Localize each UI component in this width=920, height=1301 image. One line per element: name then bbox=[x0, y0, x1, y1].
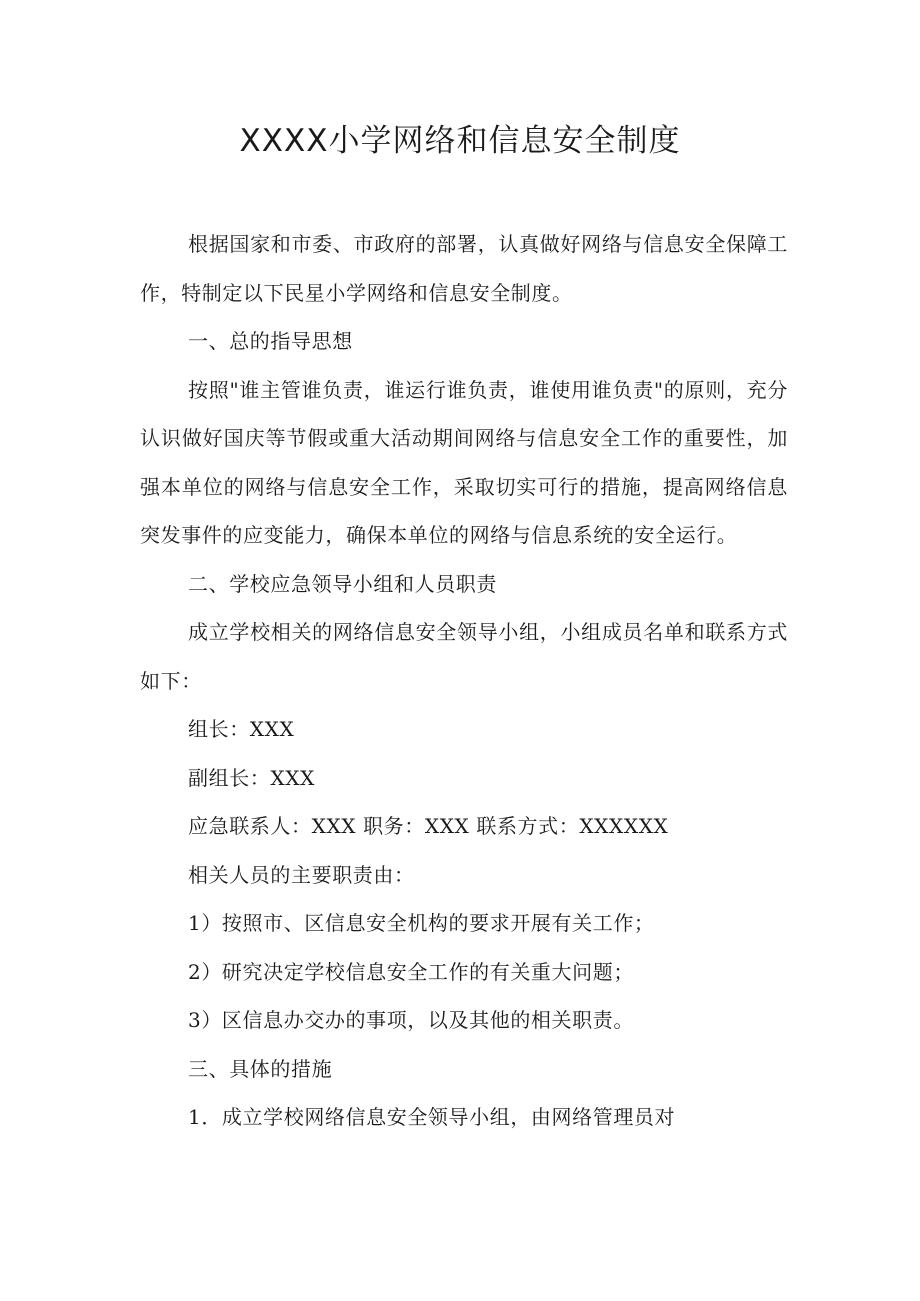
section-3-item-1: 1．成立学校网络信息安全领导小组，由网络管理员对 bbox=[188, 1105, 676, 1129]
section-2-heading: 二、学校应急领导小组和人员职责 bbox=[188, 571, 497, 596]
duties-intro: 相关人员的主要职责由： bbox=[188, 862, 415, 887]
duty-item: 1）按照市、区信息安全机构的要求开展有关工作； bbox=[188, 911, 655, 935]
deputy-leader-line: 副组长：XXX bbox=[188, 765, 315, 790]
document-body bbox=[140, 220, 788, 1142]
document-title: XXXX小学网络和信息安全制度 bbox=[239, 123, 681, 159]
intro-paragraph: 根据国家和市委、市政府的部署，认真做好网络与信息安全保障工作，特制定以下民星小学网络和信息安全制度。 bbox=[140, 232, 788, 305]
duty-item: 2）研究决定学校信息安全工作的有关重大问题； bbox=[188, 959, 634, 984]
emergency-contact-line: 应急联系人：XXX 职务：XXX 联系方式：XXXXXX bbox=[188, 814, 669, 838]
section-1-paragraph: 按照"谁主管谁负责，谁运行谁负责，谁使用谁负责"的原则，充分认识做好国庆等节假或重大活动期间网络与信息安全工作的重要性，加强本单位的网络与信息安全工作，采取切实可行的措施，提高网络信息突发事件的应变能力，确保本单位的网络与信息系统的安全运行。 bbox=[140, 377, 788, 547]
section-2-paragraph: 成立学校相关的网络信息安全领导小组，小组成员名单和联系方式如下： bbox=[140, 620, 788, 693]
leader-line: 组长：XXX bbox=[188, 717, 295, 741]
section-1-heading: 一、总的指导思想 bbox=[188, 329, 353, 353]
duty-item: 3）区信息办交办的事项，以及其他的相关职责。 bbox=[188, 1008, 634, 1032]
section-3-heading: 三、具体的措施 bbox=[188, 1056, 333, 1081]
